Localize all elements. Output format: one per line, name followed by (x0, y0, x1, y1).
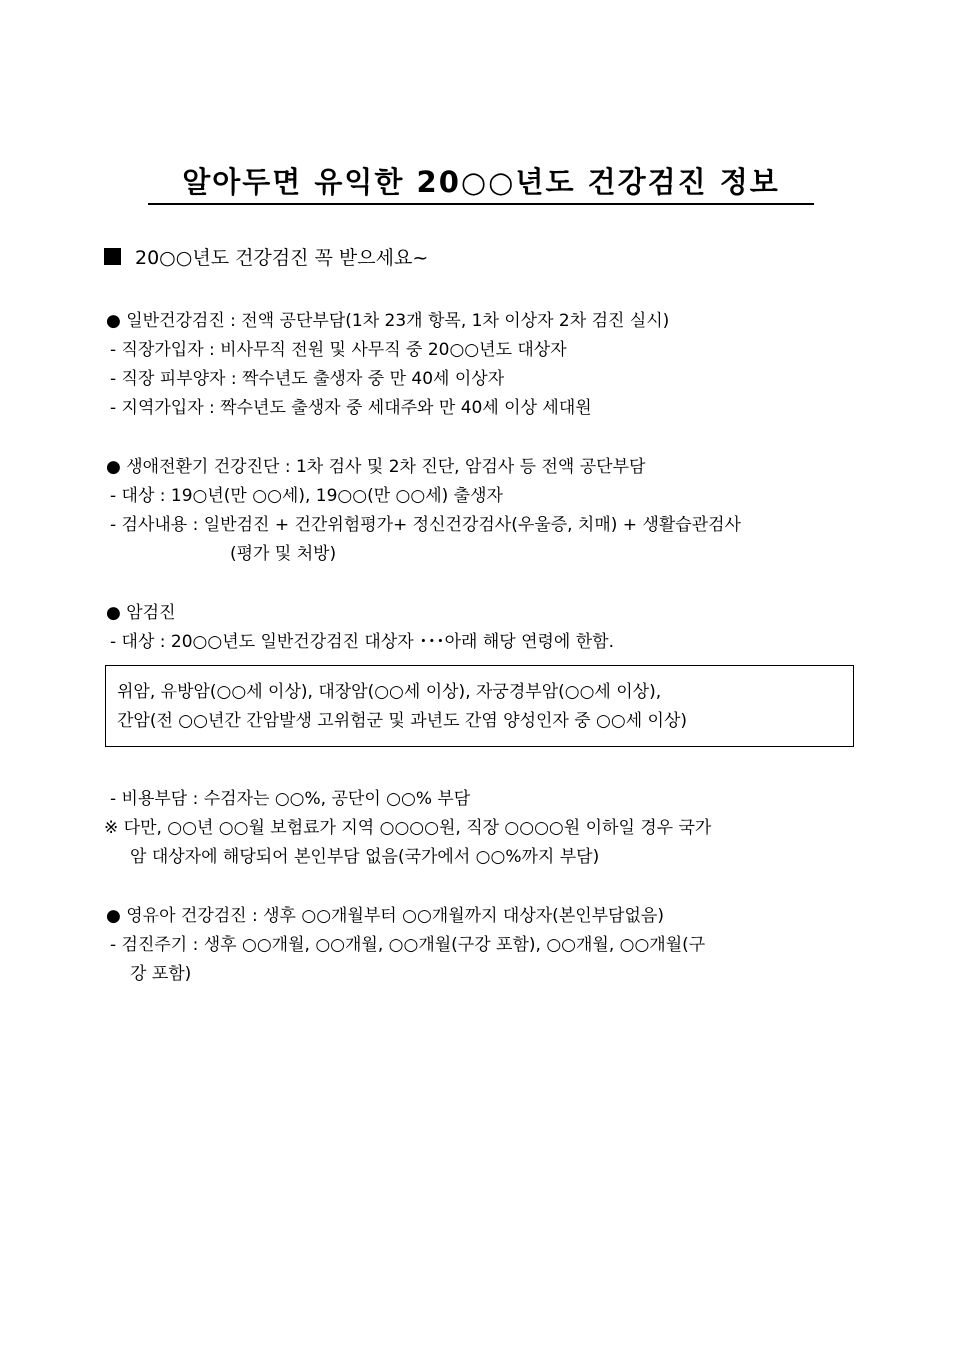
cancer-note-line-1: ※ 다만, ○○년 ○○월 보험료가 지역 ○○○○원, 직장 ○○○○원 이하일 경우 국가 (104, 818, 712, 838)
lifecycle-checkup-bullet: ● 생애전환기 건강진단 : 1차 검사 및 2차 진단, 암검사 등 전액 공단부담 (106, 457, 646, 477)
lifecycle-checkup-line-1: - 대상 : 19○년(만 ○○세), 19○○(만 ○○세) 출생자 (110, 486, 503, 506)
infant-checkup-bullet: ● 영유아 건강검진 : 생후 ○○개월부터 ○○개월까지 대상자(본인부담없음) (106, 906, 664, 926)
general-checkup-line-3: - 지역가입자 : 짝수년도 출생자 중 세대주와 만 40세 이상 세대원 (110, 398, 592, 418)
section-heading (104, 243, 428, 270)
cancer-age-box (105, 665, 854, 747)
general-checkup-line-2: - 직장 피부양자 : 짝수년도 출생자 중 만 40세 이상자 (110, 369, 505, 389)
title-underline (148, 203, 814, 205)
section-heading-text: 20○○년도 건강검진 꼭 받으세요~ (135, 247, 429, 269)
black-square-icon (104, 248, 121, 265)
cancer-box-line-2: 간암(전 ○○년간 간암발생 고위험군 및 과년도 간염 양성인자 중 ○○세 이상) (117, 711, 688, 731)
infant-checkup-line-2: 강 포함) (130, 964, 192, 984)
infant-checkup-line-1: - 검진주기 : 생후 ○○개월, ○○개월, ○○개월(구강 포함), ○○개월, ○○개월(구 (110, 935, 706, 955)
lifecycle-checkup-line-2: - 검사내용 : 일반검진 + 건간위험평가+ 정신건강검사(우울증, 치매) + 생활습관검사 (110, 515, 741, 535)
cancer-cost-line: - 비용부담 : 수검자는 ○○%, 공단이 ○○% 부담 (110, 789, 471, 809)
cancer-checkup-line-1: - 대상 : 20○○년도 일반건강검진 대상자 ･･･아래 해당 연령에 한함. (110, 632, 614, 652)
cancer-note-line-2: 암 대상자에 해당되어 본인부담 없음(국가에서 ○○%까지 부담) (130, 847, 600, 867)
cancer-checkup-bullet: ● 암검진 (106, 603, 176, 623)
page-title: 알아두면 유익한 20○○년도 건강검진 정보 (182, 165, 780, 199)
cancer-box-line-1: 위암, 유방암(○○세 이상), 대장암(○○세 이상), 자궁경부암(○○세 이상), (117, 682, 662, 702)
lifecycle-checkup-line-3: (평가 및 처방) (230, 544, 337, 564)
general-checkup-line-1: - 직장가입자 : 비사무직 전원 및 사무직 중 20○○년도 대상자 (110, 340, 567, 360)
general-checkup-bullet: ● 일반건강검진 : 전액 공단부담(1차 23개 항목, 1차 이상자 2차 검진 실시) (106, 311, 670, 331)
